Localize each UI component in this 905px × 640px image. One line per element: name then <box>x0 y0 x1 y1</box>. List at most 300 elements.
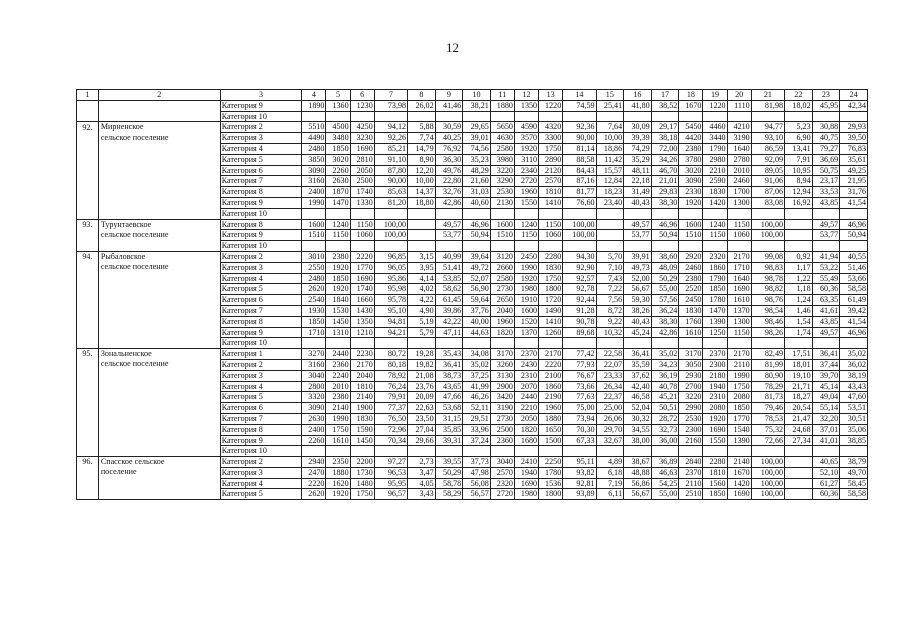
table-cell: 78,92 <box>374 370 407 381</box>
table-cell: 81,99 <box>751 359 784 370</box>
table-cell: 8,94 <box>785 176 813 187</box>
table-row <box>77 273 868 284</box>
table-cell: 18,86 <box>596 143 624 154</box>
table-cell: 48,88 <box>624 467 652 478</box>
table-cell: 52,04 <box>624 403 652 414</box>
table-cell: 50,94 <box>840 230 868 241</box>
table-cell: 1390 <box>703 316 727 327</box>
table-cell: 3190 <box>490 403 514 414</box>
table-cell: 2220 <box>350 251 374 262</box>
settlement-name <box>98 187 220 198</box>
table-cell: 85,21 <box>374 143 407 154</box>
table-cell <box>563 111 596 122</box>
table-cell <box>490 208 514 219</box>
table-cell: 1910 <box>514 295 538 306</box>
table-cell: 1350 <box>350 316 374 327</box>
table-cell: 1150 <box>326 230 350 241</box>
table-cell: 2010 <box>326 381 350 392</box>
table-row <box>77 370 868 381</box>
table-cell: 5510 <box>302 122 326 133</box>
table-cell: 5,19 <box>408 316 436 327</box>
table-cell: 26,34 <box>596 381 624 392</box>
table-cell: 1690 <box>703 424 727 435</box>
table-cell: 2190 <box>539 392 563 403</box>
table-cell: 92,57 <box>563 273 596 284</box>
table-cell: 3090 <box>302 403 326 414</box>
table-cell: 1210 <box>350 327 374 338</box>
table-cell: 4590 <box>514 122 538 133</box>
table-cell <box>785 219 813 230</box>
table-cell <box>596 230 624 241</box>
table-cell: 4,22 <box>408 295 436 306</box>
table-cell: 40,43 <box>624 316 652 327</box>
table-cell: 52,07 <box>463 273 491 284</box>
table-cell: 3020 <box>679 165 703 176</box>
table-cell: 2540 <box>302 295 326 306</box>
column-header: 24 <box>840 90 868 101</box>
table-cell: 95,10 <box>374 305 407 316</box>
table-cell: 1780 <box>539 467 563 478</box>
table-cell: 100,00 <box>751 478 784 489</box>
category-label: Категория 9 <box>220 327 302 338</box>
row-number <box>77 284 99 295</box>
table-cell: 90,00 <box>374 176 407 187</box>
table-cell: 2400 <box>302 424 326 435</box>
row-number <box>77 338 99 349</box>
table-cell: 31,15 <box>435 413 463 424</box>
table-cell: 3480 <box>326 133 350 144</box>
table-cell: 96,85 <box>374 251 407 262</box>
table-cell: 1600 <box>302 219 326 230</box>
table-cell: 2110 <box>727 359 751 370</box>
table-cell: 80,72 <box>374 349 407 360</box>
table-cell: 100,00 <box>751 457 784 468</box>
table-cell: 2040 <box>350 370 374 381</box>
table-cell: 36,69 <box>812 154 840 165</box>
table-cell <box>463 241 491 252</box>
table-cell: 40,00 <box>463 316 491 327</box>
table-cell: 2450 <box>679 295 703 306</box>
table-row <box>77 349 868 360</box>
table-cell: 41,94 <box>812 251 840 262</box>
table-cell: 47,11 <box>435 327 463 338</box>
table-cell: 1600 <box>679 219 703 230</box>
table-cell: 2480 <box>302 273 326 284</box>
table-cell: 37,01 <box>812 424 840 435</box>
table-cell: 1940 <box>514 467 538 478</box>
table-cell: 40,99 <box>435 251 463 262</box>
table-cell <box>785 467 813 478</box>
table-cell <box>463 338 491 349</box>
table-cell: 22,37 <box>596 392 624 403</box>
table-cell: 5650 <box>490 122 514 133</box>
table-cell <box>812 111 840 122</box>
table-cell: 47,98 <box>463 467 491 478</box>
table-cell: 6,90 <box>785 133 813 144</box>
row-number <box>77 435 99 446</box>
table-cell <box>563 446 596 457</box>
row-number: 92. <box>77 122 99 133</box>
table-cell: 67,33 <box>563 435 596 446</box>
table-cell: 100,00 <box>751 230 784 241</box>
table-cell: 74,59 <box>563 100 596 111</box>
table-cell: 1720 <box>539 295 563 306</box>
table-cell: 2990 <box>679 403 703 414</box>
table-cell: 13,41 <box>785 143 813 154</box>
table-cell <box>539 241 563 252</box>
table-cell: 1680 <box>514 435 538 446</box>
table-cell: 36,30 <box>435 154 463 165</box>
table-cell: 48,11 <box>624 165 652 176</box>
table-row <box>77 165 868 176</box>
table-cell: 82,49 <box>751 349 784 360</box>
settlement-name <box>98 165 220 176</box>
table-cell <box>679 241 703 252</box>
table-cell: 4,89 <box>596 457 624 468</box>
table-cell: 35,02 <box>840 349 868 360</box>
table-cell: 38,85 <box>840 435 868 446</box>
table-cell <box>302 241 326 252</box>
table-cell <box>463 446 491 457</box>
table-cell: 1850 <box>727 403 751 414</box>
table-cell: 35,61 <box>840 154 868 165</box>
category-label: Категория 4 <box>220 273 302 284</box>
table-cell: 77,93 <box>563 359 596 370</box>
settlement-name <box>98 176 220 187</box>
table-cell: 1790 <box>703 273 727 284</box>
table-row <box>77 230 868 241</box>
table-cell: 92,09 <box>751 154 784 165</box>
table-cell: 2920 <box>679 251 703 262</box>
table-cell: 36,02 <box>840 359 868 370</box>
table-cell: 37,25 <box>463 370 491 381</box>
table-cell: 94,77 <box>751 122 784 133</box>
table-cell: 3160 <box>302 359 326 370</box>
table-cell: 23,17 <box>812 176 840 187</box>
table-cell: 1940 <box>703 381 727 392</box>
table-cell: 1690 <box>727 489 751 500</box>
table-cell: 1880 <box>326 467 350 478</box>
table-cell <box>785 478 813 489</box>
table-row <box>77 133 868 144</box>
table-cell <box>374 111 407 122</box>
table-cell: 37,62 <box>624 370 652 381</box>
table-row <box>77 208 868 219</box>
table-cell: 94,21 <box>374 327 407 338</box>
table-cell: 42,34 <box>840 100 868 111</box>
table-cell: 7,43 <box>596 273 624 284</box>
table-cell: 58,58 <box>840 489 868 500</box>
table-row <box>77 241 868 252</box>
table-cell: 18,01 <box>785 359 813 370</box>
table-cell: 48,29 <box>463 165 491 176</box>
table-cell: 4630 <box>490 133 514 144</box>
category-label: Категория 5 <box>220 154 302 165</box>
table-cell: 35,23 <box>463 154 491 165</box>
table-cell: 53,66 <box>840 273 868 284</box>
table-cell: 34,08 <box>463 349 491 360</box>
table-cell: 94,81 <box>374 316 407 327</box>
table-row <box>77 392 868 403</box>
table-cell: 49,57 <box>624 219 652 230</box>
settlement-name <box>98 435 220 446</box>
table-cell: 78,53 <box>751 413 784 424</box>
table-cell: 41,80 <box>624 100 652 111</box>
table-cell: 2440 <box>326 349 350 360</box>
row-number <box>77 165 99 176</box>
table-cell: 77,37 <box>374 403 407 414</box>
table-cell: 2700 <box>679 381 703 392</box>
table-cell: 26,06 <box>596 413 624 424</box>
table-cell <box>785 489 813 500</box>
table-cell: 35,85 <box>435 424 463 435</box>
table-cell: 78,29 <box>751 381 784 392</box>
settlement-name: сельское поселение <box>98 359 220 370</box>
table-cell: 18,23 <box>596 187 624 198</box>
table-cell: 2360 <box>490 435 514 446</box>
column-header: 5 <box>326 90 350 101</box>
table-cell: 32,73 <box>651 424 679 435</box>
table-cell <box>539 338 563 349</box>
table-cell: 1990 <box>514 262 538 273</box>
table-cell: 1690 <box>350 273 374 284</box>
column-header: 14 <box>563 90 596 101</box>
table-cell: 37,73 <box>463 457 491 468</box>
table-cell: 1530 <box>326 305 350 316</box>
table-cell: 98,26 <box>751 327 784 338</box>
table-cell: 39,55 <box>435 457 463 468</box>
table-cell: 61,27 <box>812 478 840 489</box>
table-cell: 3220 <box>490 165 514 176</box>
table-cell: 1920 <box>326 284 350 295</box>
table-cell: 2730 <box>490 284 514 295</box>
table-cell: 3980 <box>490 154 514 165</box>
table-cell <box>679 208 703 219</box>
table-cell <box>785 208 813 219</box>
settlement-name <box>98 403 220 414</box>
table-cell: 53,77 <box>435 230 463 241</box>
table-cell <box>624 111 652 122</box>
table-cell: 92,78 <box>563 284 596 295</box>
table-cell: 1300 <box>727 316 751 327</box>
row-number <box>77 359 99 370</box>
row-number <box>77 327 99 338</box>
table-cell: 37,76 <box>463 305 491 316</box>
table-cell: 3110 <box>514 154 538 165</box>
table-cell: 74,56 <box>463 143 491 154</box>
table-cell: 58,45 <box>840 478 868 489</box>
column-header: 16 <box>624 90 652 101</box>
row-number <box>77 273 99 284</box>
settlement-name: поселение <box>98 467 220 478</box>
table-cell: 1250 <box>703 327 727 338</box>
table-cell: 1420 <box>703 197 727 208</box>
table-cell: 1990 <box>727 370 751 381</box>
table-cell: 2520 <box>679 284 703 295</box>
category-label: Категория 9 <box>220 100 302 111</box>
settlement-name <box>98 327 220 338</box>
table-cell: 4420 <box>679 133 703 144</box>
column-header: 18 <box>679 90 703 101</box>
table-cell: 58,58 <box>840 284 868 295</box>
table-cell <box>539 446 563 457</box>
table-cell: 1390 <box>727 435 751 446</box>
category-label: Категория 7 <box>220 305 302 316</box>
table-cell: 35,06 <box>840 424 868 435</box>
table-cell: 93,89 <box>563 489 596 500</box>
table-cell: 38,00 <box>624 435 652 446</box>
table-cell: 36,00 <box>651 435 679 446</box>
table-cell: 99,08 <box>751 251 784 262</box>
table-cell: 52,11 <box>463 403 491 414</box>
table-cell: 38,79 <box>840 457 868 468</box>
table-cell: 23,50 <box>408 413 436 424</box>
table-cell: 2120 <box>539 165 563 176</box>
table-cell: 2440 <box>514 392 538 403</box>
table-cell: 60,36 <box>812 489 840 500</box>
table-cell: 92,36 <box>563 122 596 133</box>
table-cell: 2050 <box>514 413 538 424</box>
table-cell: 80,18 <box>374 359 407 370</box>
table-cell: 1470 <box>326 197 350 208</box>
table-cell: 2530 <box>490 187 514 198</box>
column-header: 1 <box>77 90 99 101</box>
row-number: 96. <box>77 457 99 468</box>
table-cell: 3,43 <box>408 489 436 500</box>
table-cell: 3020 <box>326 154 350 165</box>
table-cell: 3300 <box>539 133 563 144</box>
table-cell: 0,92 <box>785 251 813 262</box>
table-cell <box>596 338 624 349</box>
table-cell: 2930 <box>679 370 703 381</box>
table-cell: 95,95 <box>374 478 407 489</box>
table-cell: 45,95 <box>812 100 840 111</box>
table-cell: 1800 <box>539 489 563 500</box>
table-cell: 1060 <box>350 230 374 241</box>
table-cell: 38,30 <box>651 197 679 208</box>
table-cell <box>374 446 407 457</box>
table-cell: 40,78 <box>651 381 679 392</box>
table-cell: 29,51 <box>463 413 491 424</box>
settlement-name <box>98 446 220 457</box>
table-cell: 7,56 <box>596 295 624 306</box>
table-cell: 2170 <box>350 359 374 370</box>
table-cell: 80,90 <box>751 370 784 381</box>
table-cell: 1710 <box>727 262 751 273</box>
table-cell: 1410 <box>539 316 563 327</box>
table-cell <box>840 241 868 252</box>
table-cell: 46,70 <box>651 165 679 176</box>
category-label: Категория 7 <box>220 176 302 187</box>
table-cell: 2810 <box>350 154 374 165</box>
table-cell: 1300 <box>727 197 751 208</box>
table-row <box>77 251 868 262</box>
table-cell: 38,30 <box>651 316 679 327</box>
table-row <box>77 467 868 478</box>
table-cell <box>463 111 491 122</box>
column-header: 10 <box>463 90 491 101</box>
table-cell: 2480 <box>302 143 326 154</box>
table-cell: 21,71 <box>785 381 813 392</box>
table-cell <box>727 111 751 122</box>
table-cell <box>751 208 784 219</box>
table-cell: 39,64 <box>463 251 491 262</box>
table-cell: 49,72 <box>463 262 491 273</box>
table-cell: 36,24 <box>651 305 679 316</box>
table-row <box>77 143 868 154</box>
table-cell: 22,63 <box>408 403 436 414</box>
table-cell: 1760 <box>679 316 703 327</box>
table-cell: 2720 <box>514 176 538 187</box>
table-cell: 96,53 <box>374 467 407 478</box>
table-cell: 2500 <box>350 176 374 187</box>
category-label: Категория 8 <box>220 187 302 198</box>
category-label: Категория 1 <box>220 349 302 360</box>
table-cell <box>596 208 624 219</box>
table-cell: 2140 <box>350 392 374 403</box>
table-cell: 56,67 <box>624 489 652 500</box>
table-cell: 31,49 <box>624 187 652 198</box>
table-row <box>77 478 868 489</box>
table-cell: 92,44 <box>563 295 596 306</box>
table-cell: 2360 <box>326 359 350 370</box>
category-label: Категория 6 <box>220 165 302 176</box>
table-cell: 45,14 <box>812 381 840 392</box>
row-number <box>77 100 99 111</box>
table-cell: 2070 <box>514 381 538 392</box>
table-cell: 38,60 <box>651 251 679 262</box>
table-cell: 1620 <box>326 478 350 489</box>
table-cell: 6,11 <box>596 489 624 500</box>
table-cell <box>435 241 463 252</box>
header-row <box>77 90 868 101</box>
table-cell: 4,90 <box>408 305 436 316</box>
settlement-name <box>98 424 220 435</box>
settlement-name <box>98 413 220 424</box>
settlement-name <box>98 143 220 154</box>
table-cell: 2450 <box>514 251 538 262</box>
table-row <box>77 413 868 424</box>
settlement-name <box>98 305 220 316</box>
table-cell: 1730 <box>350 467 374 478</box>
table-cell: 28,72 <box>651 413 679 424</box>
table-cell: 4210 <box>727 122 751 133</box>
table-row <box>77 176 868 187</box>
table-cell: 2530 <box>679 413 703 424</box>
table-cell: 2170 <box>727 349 751 360</box>
table-cell: 2460 <box>727 176 751 187</box>
table-cell: 3090 <box>679 176 703 187</box>
table-cell: 52,00 <box>624 273 652 284</box>
table-row <box>77 381 868 392</box>
table-cell: 89,05 <box>751 165 784 176</box>
table-cell: 100,00 <box>374 219 407 230</box>
table-cell: 2370 <box>703 349 727 360</box>
table-cell: 46,63 <box>651 467 679 478</box>
table-cell: 2800 <box>302 381 326 392</box>
category-label: Категория 3 <box>220 370 302 381</box>
table-cell: 2310 <box>703 392 727 403</box>
table-cell: 41,61 <box>812 305 840 316</box>
table-cell: 3050 <box>679 359 703 370</box>
table-cell: 100,00 <box>751 219 784 230</box>
table-row <box>77 219 868 230</box>
table-cell <box>563 338 596 349</box>
table-cell: 53,85 <box>435 273 463 284</box>
table-cell: 32,67 <box>596 435 624 446</box>
table-cell: 52,10 <box>812 467 840 478</box>
settlement-name <box>98 111 220 122</box>
